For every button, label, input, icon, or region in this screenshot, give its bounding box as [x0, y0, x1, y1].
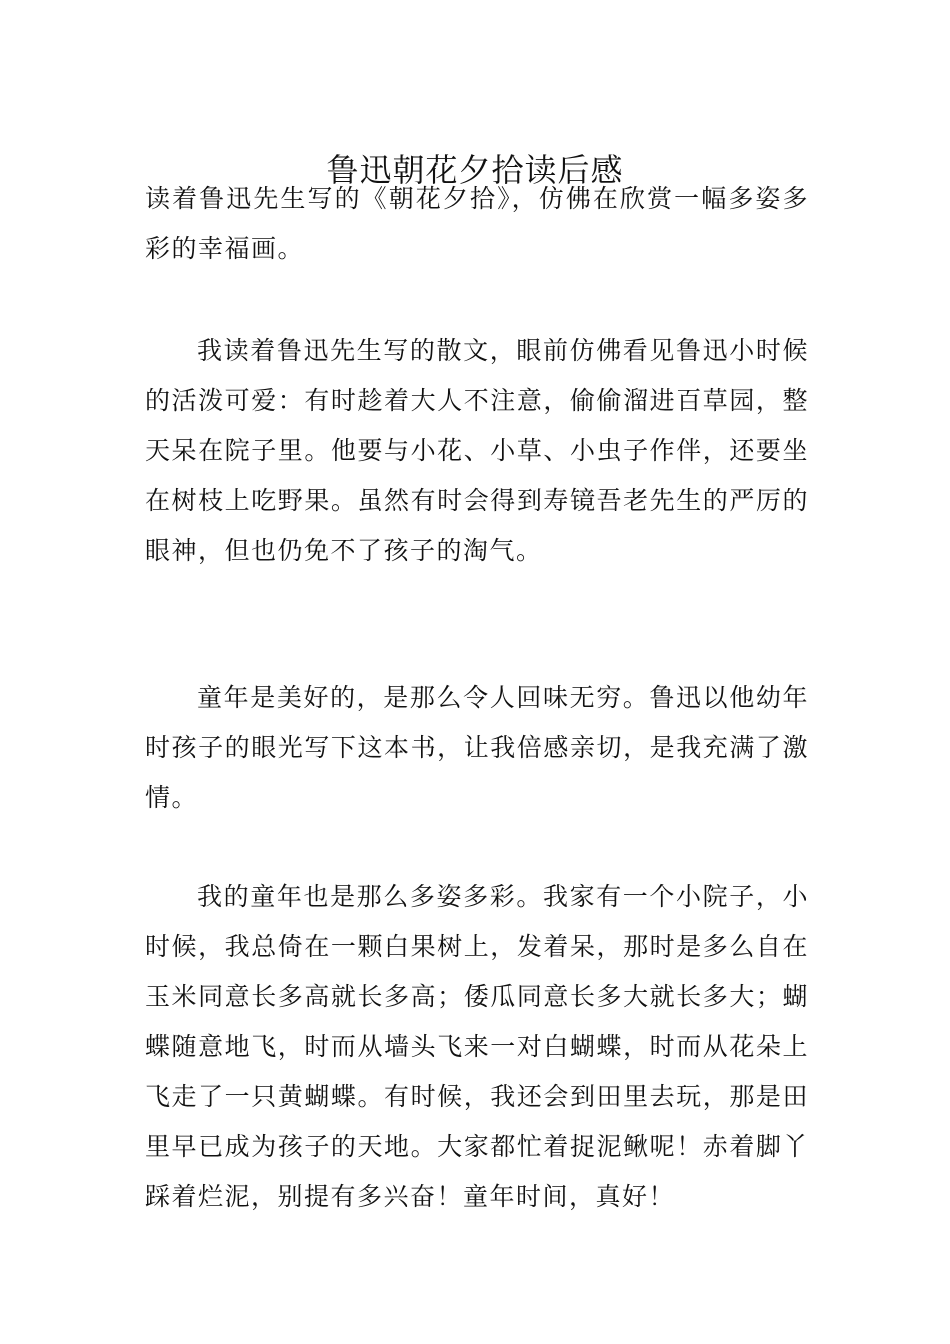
paragraph-my-childhood: 我的童年也是那么多姿多彩。我家有一个小院子，小时候，我总倚在一颗白果树上，发着呆，那时是多么自在玉米同意长多高就长多高；倭瓜同意长多大就长多大；蝴蝶随意地飞，时而从墙头飞来一对白蝴蝶，时而从花朵上飞走了一只黄蝴蝶。有时候，我还会到田里去玩，那是田里早已成为孩子的天地。大家都忙着捉泥鳅呢！赤着脚丫踩着烂泥，别提有多兴奋！童年时间，真好！: [145, 882, 809, 1211]
paragraph-childhood-reflection: 童年是美好的，是那么令人回味无穷。鲁迅以他幼年时孩子的眼光写下这本书，让我倍感亲切，是我充满了激情。: [145, 683, 809, 812]
paragraph-intro: 读着鲁迅先生写的《朝花夕拾》，仿佛在欣赏一幅多姿多彩的幸福画。: [145, 184, 809, 263]
document-title: 鲁迅朝花夕拾读后感: [326, 151, 624, 190]
paragraph-lu-xun-childhood: 我读着鲁迅先生写的散文，眼前仿佛看见鲁迅小时候的活泼可爱：有时趁着大人不注意，偷偷溜进百草园，整天呆在院子里。他要与小花、小草、小虫子作伴，还要坐在树枝上吃野果。虽然有时会得到寿镜吾老先生的严厉的眼神，但也仍免不了孩子的淘气。: [145, 336, 809, 565]
